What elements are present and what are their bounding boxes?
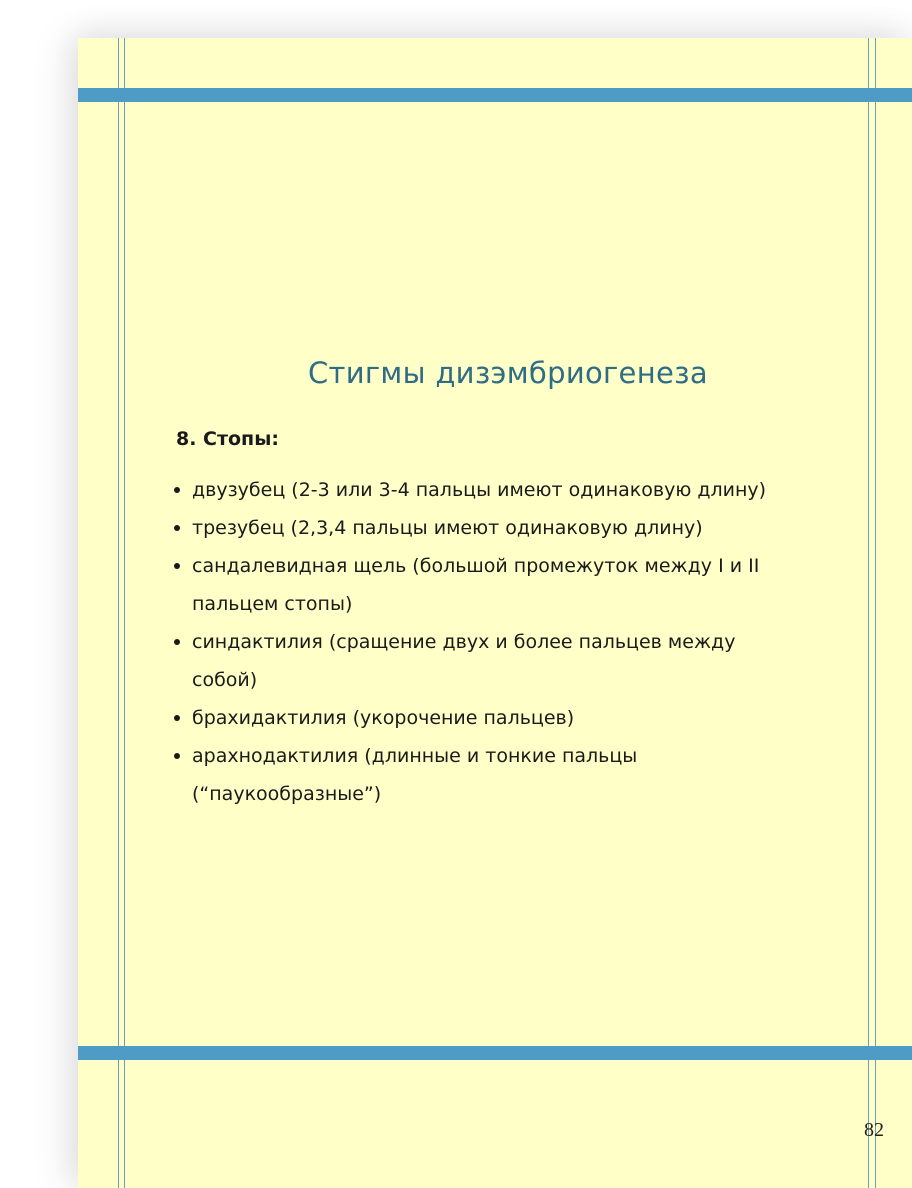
bullet-continuation (174, 661, 874, 699)
bullet-text: собой) (192, 669, 258, 691)
bullet-dot-icon (174, 753, 180, 759)
left-border-line-inner (124, 38, 125, 1188)
bullet-text: арахнодактилия (длинные и тонкие пальцы (192, 745, 638, 767)
section-heading: 8. Стопы: (176, 428, 279, 450)
slide-title: Стигмы дизэмбриогенеза (308, 356, 708, 390)
bullet-dot-icon (174, 525, 180, 531)
bullet-text: пальцем стопы) (192, 593, 353, 615)
bullet-continuation (174, 775, 874, 813)
bullet-continuation (174, 585, 874, 623)
bullet-text: сандалевидная щель (большой промежуток между I и II (192, 555, 760, 577)
bullet-item (174, 547, 874, 585)
bullet-dot-icon (174, 563, 180, 569)
bullet-dot-icon (174, 715, 180, 721)
bullet-text: (“паукообразные”) (192, 783, 382, 805)
left-border-line-outer (118, 38, 119, 1188)
top-decorative-band (78, 88, 912, 102)
bullet-text: двузубец (2-3 или 3-4 пальцы имеют одинаковую длину) (192, 479, 767, 501)
bullet-text: брахидактилия (укорочение пальцев) (192, 707, 575, 729)
bullet-item (174, 623, 874, 661)
bullet-item (174, 509, 874, 547)
bullet-item (174, 471, 874, 509)
bullet-dot-icon (174, 639, 180, 645)
bottom-decorative-band (78, 1046, 912, 1060)
bullet-list (174, 471, 874, 813)
bullet-item (174, 737, 874, 775)
bullet-text: трезубец (2,3,4 пальцы имеют одинаковую длину) (192, 517, 703, 539)
right-border-line-outer (875, 38, 876, 1188)
bullet-text: синдактилия (сращение двух и более пальцев между (192, 631, 736, 653)
page-number: 82 (864, 1119, 884, 1141)
bullet-item (174, 699, 874, 737)
bullet-dot-icon (174, 487, 180, 493)
slide-page (78, 38, 912, 1188)
